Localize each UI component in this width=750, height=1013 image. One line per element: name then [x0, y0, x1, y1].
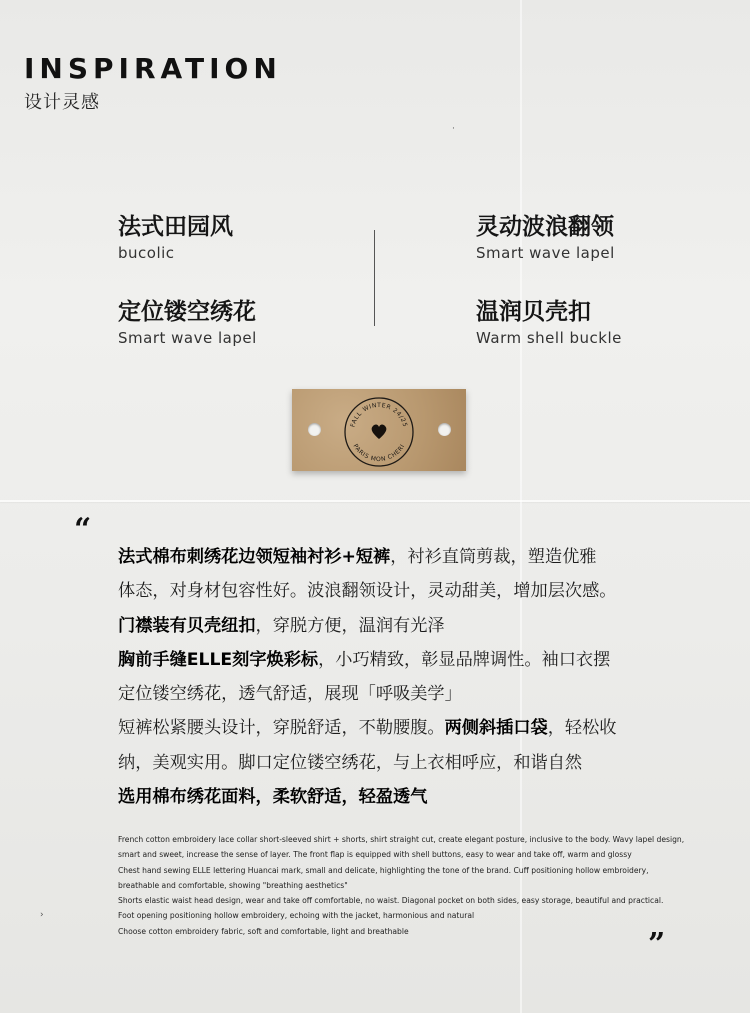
- tag-bottom-text: PARIS MON CHERI: [351, 442, 407, 464]
- description-line: 胸前手缝ELLE刻字焕彩标，小巧精致，彰显品牌调性。袖口衣摆: [118, 649, 611, 670]
- description-line: 定位镂空绣花，透气舒适，展现「呼吸美学」: [118, 684, 462, 705]
- feature-subtitle: Smart wave lapel: [476, 244, 615, 262]
- description-line: 纳，美观实用。脚口定位镂空绣花，与上衣相呼应，和谐自然: [118, 752, 583, 773]
- section-subtitle: 设计灵感: [24, 92, 100, 113]
- description-line: 门襟装有贝壳纽扣，穿脱方便，温润有光泽: [118, 615, 445, 636]
- paper-speck: ·: [452, 124, 455, 134]
- description-cn: [118, 540, 678, 814]
- description-en-line: Choose cotton embroidery fabric, soft and comfortable, light and breathable: [118, 926, 409, 936]
- highlight-text: 胸前手缝ELLE刻字焕彩标: [118, 649, 319, 670]
- description-en-line: breathable and comfortable, showing "breathing aesthetics": [118, 880, 348, 890]
- paper-speck: ›: [40, 910, 44, 920]
- feature-shell-buckle: [476, 297, 622, 348]
- description-en-line: smart and sweet, increase the sense of layer. The front flap is equipped with shell buttons, easy to wear and take off, warm and glossy: [118, 850, 632, 860]
- tag-top-text: FALL WINTER 24/25: [349, 401, 409, 429]
- close-quote-icon: ”: [648, 927, 666, 962]
- description-en-line: Shorts elastic waist head design, wear and take off comfortable, no waist. Diagonal pocket on both sides, easy storage, beautiful and practical.: [118, 896, 664, 906]
- description-line: 法式棉布刺绣花边领短袖衬衫+短裤，衬衫直筒剪裁，塑造优雅: [118, 547, 597, 567]
- feature-subtitle: Smart wave lapel: [118, 329, 257, 347]
- description-en-line: French cotton embroidery lace collar short-sleeved shirt + shorts, shirt straight cut, create elegant posture, inclusive to the body. Wavy lapel design,: [118, 835, 685, 844]
- feature-subtitle: bucolic: [118, 244, 175, 262]
- description-line: 短裤松紧腰头设计，穿脱舒适，不勒腰腹。两侧斜插口袋，轻松收: [118, 718, 617, 739]
- paper-fold-line: [0, 500, 750, 502]
- description-en-line: Chest hand sewing ELLE lettering Huancai mark, small and delicate, highlighting the tone of the brand. Cuff positioning hollow embroidery,: [118, 865, 649, 875]
- tag-emblem: [292, 389, 466, 471]
- description-line: [118, 780, 678, 814]
- highlight-text: 选用棉布绣花面料，柔软舒适，轻盈透气: [118, 787, 428, 808]
- section-title: INSPIRATION: [24, 52, 282, 85]
- feature-embroidery: [118, 297, 257, 348]
- feature-title: 温润贝壳扣: [476, 299, 591, 325]
- highlight-text: 法式棉布刺绣花边领短袖衬衫+短裤: [118, 547, 391, 567]
- open-quote-icon: “: [74, 512, 92, 547]
- description-en: [118, 832, 685, 939]
- feature-wave-lapel: [476, 212, 615, 263]
- description-line: 体态，对身材包容性好。波浪翻领设计，灵动甜美，增加层次感。: [118, 581, 617, 602]
- feature-title: 法式田园风: [118, 214, 233, 240]
- highlight-text: 门襟装有贝壳纽扣: [118, 615, 256, 636]
- feature-subtitle: Warm shell buckle: [476, 329, 622, 347]
- feature-divider: [374, 230, 375, 326]
- highlight-text: 两侧斜插口袋: [444, 718, 548, 739]
- heart-icon: [372, 425, 387, 439]
- description-en-line: Foot opening positioning hollow embroidery, echoing with the jacket, harmonious and natural: [118, 911, 475, 921]
- kraft-hang-tag: [292, 389, 466, 471]
- feature-title: 灵动波浪翻领: [476, 214, 614, 240]
- feature-title: 定位镂空绣花: [118, 299, 256, 325]
- feature-bucolic: [118, 212, 233, 263]
